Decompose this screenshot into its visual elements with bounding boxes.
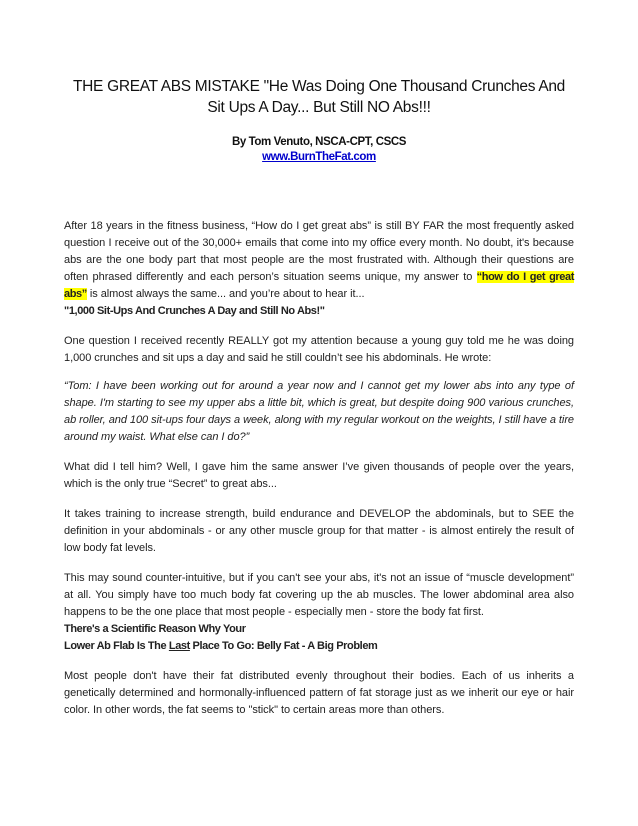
heading-2-line-2-start: Lower Ab Flab Is The: [64, 640, 169, 652]
reader-quote: “Tom: I have been working out for around a year now and I cannot get my lower abs into any type of shape. I'm starting to see my upper abs a little bit, which is great, but despite doing 900 various crunches, ab roller, and 100 sit-ups four days a week, along with my regular workout on the weights, I still have a tire around my waist. What else can I do?”: [64, 380, 574, 443]
question-paragraph: One question I received recently REALLY got my attention because a young guy told me he was doing 1,000 crunches and sit ups a day and said he still couldn’t see his abdominals. He wrote:: [64, 335, 574, 364]
training-paragraph: It takes training to increase strength, build endurance and DEVELOP the abdominals, but to SEE the definition in your abdominals - or any other muscle group for that matter - is almost entirely the result of low body fat levels.: [64, 508, 574, 554]
section-heading-2: [64, 621, 574, 655]
intro-paragraph: [64, 218, 574, 303]
section-heading-1: "1,000 Sit-Ups And Crunches A Day and Still No Abs!": [64, 305, 325, 317]
author-byline: By Tom Venuto, NSCA-CPT, CSCS: [231, 136, 407, 148]
fat-distribution-paragraph: Most people don't have their fat distributed evenly throughout their bodies. Each of us inherits a genetically determined and hormonally-influenced pattern of fat storage just as we inherit our eye or hair color. In other words, the fat seems to "stick" to certain areas more than others.: [64, 670, 574, 716]
highlighted-question: “how do I get great abs”: [64, 271, 574, 300]
intro-text-start: After 18 years in the fitness business, “How do I get great abs” is still BY FAR the most frequently asked question I receive out of the 30,000+ emails that come into my office every month. No doubt, it's because abs are the one body part that most people are the most frustrated with. Although their questions are often phrased differently and each person’s situation seems unique, my answer to: [64, 220, 574, 283]
title-line-1: THE GREAT ABS MISTAKE "He Was Doing One Thousand Crunches And: [72, 78, 566, 95]
article-title: [64, 0, 574, 118]
title-line-2: Sit Ups A Day... But Still NO Abs!!!: [207, 99, 431, 116]
heading-2-line-1: There's a Scientific Reason Why Your: [64, 623, 246, 635]
counter-intuitive-paragraph: This may sound counter-intuitive, but if you can't see your abs, it's not an issue of “muscle development” at all. You simply have too much body fat covering up the ab muscles. The lower abdominal area also happens to be the one place that most people - especially men - store the body fat first.: [64, 572, 574, 618]
heading-2-line-2-end: Place To Go: Belly Fat - A Big Problem: [189, 640, 378, 652]
website-link[interactable]: www.BurnTheFat.com: [262, 151, 376, 163]
intro-text-end: is almost always the same... and you’re about to hear it...: [86, 288, 365, 300]
answer-paragraph: What did I tell him? Well, I gave him the same answer I’ve given thousands of people over the years, which is the only true “Secret” to great abs...: [64, 461, 574, 490]
heading-2-underlined-word: Last: [168, 640, 190, 652]
